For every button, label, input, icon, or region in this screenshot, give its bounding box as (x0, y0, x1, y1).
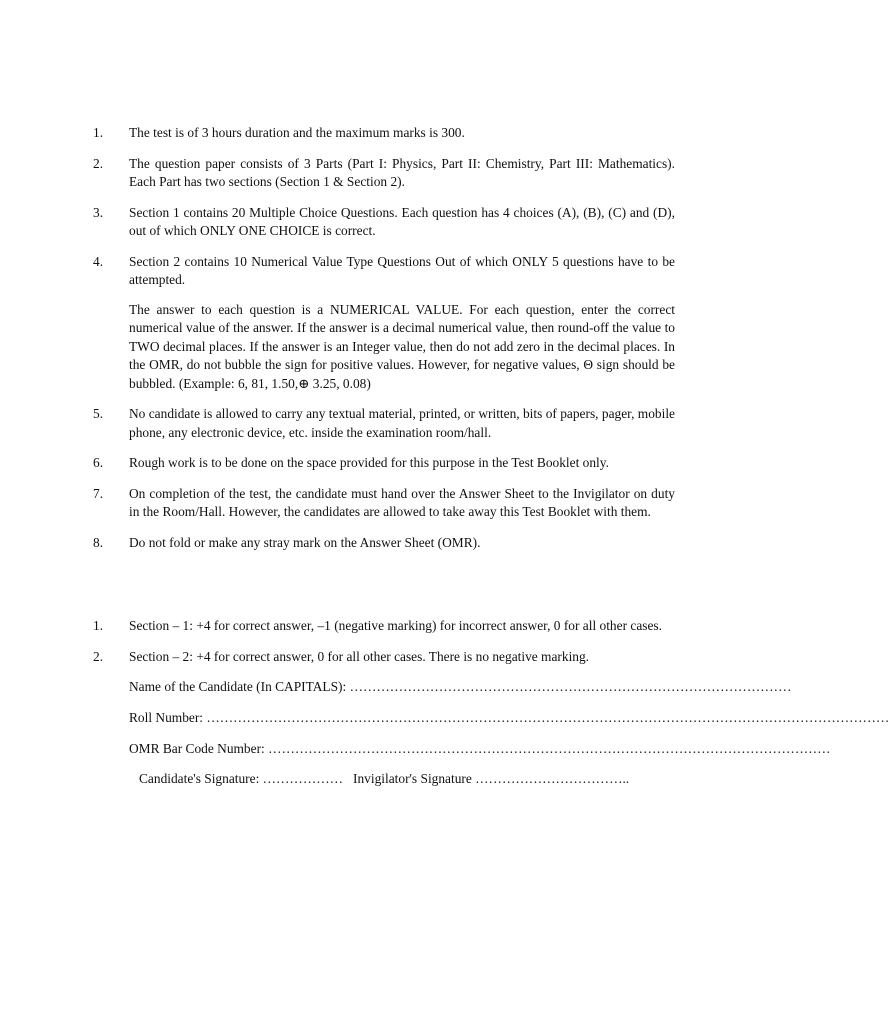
item-text: Section 2 contains 10 Numerical Value Type Questions Out of which ONLY 5 questions have to be attempted. (129, 253, 675, 287)
numerical-value-note: The answer to each question is a NUMERICAL VALUE. For each question, enter the correct numerical value of the answer. If the answer is a decimal numerical value, then round-off the value to TWO decimal places. If the answer is an Integer value, then do not add zero in the decimal places. In the OMR, do not bubble the sign for positive values. However, for negative values, Θ sign should be bubbled. (Example: 6, 81, 1.50,⊕ 3.25, 0.08) (129, 301, 675, 391)
omr-bar-code-field: OMR Bar Code Number: ……………………………………………………………………………………………………………… (129, 740, 831, 756)
signature-row (129, 770, 675, 789)
instruction-item (93, 155, 675, 192)
instruction-item (93, 253, 675, 290)
item-text: Section – 2: +4 for correct answer, 0 for all other cases. There is no negative marking. (129, 648, 590, 664)
item-number: 8. (93, 534, 104, 550)
item-number: 1. (93, 618, 104, 633)
item-number: 2. (93, 648, 104, 664)
instruction-item (93, 485, 675, 522)
instruction-item (93, 124, 675, 143)
item-number: 4. (93, 253, 104, 269)
item-text: On completion of the test, the candidate must hand over the Answer Sheet to the Invigilator on duty in the Room/Hall. However, the candidates are allowed to take away this Test Booklet with them. (129, 485, 675, 519)
instruction-item (93, 454, 675, 473)
marking-item (93, 617, 675, 636)
item-text: Do not fold or make any stray mark on the Answer Sheet (OMR). (129, 534, 481, 550)
item-number: 2. (93, 155, 104, 171)
item-number: 3. (93, 204, 104, 220)
instructions-list (93, 124, 675, 564)
instruction-item (93, 405, 675, 442)
item-number: 1. (93, 125, 104, 140)
marking-item (93, 648, 675, 667)
roll-number-field: Roll Number: ……………………………………………………………………………………………………………………………………… (129, 709, 889, 725)
item-text: Section – 1: +4 for correct answer, –1 (negative marking) for incorrect answer, 0 for all other cases. (129, 618, 662, 633)
candidate-details (129, 678, 889, 789)
marking-scheme-list (93, 617, 889, 801)
item-number: 7. (93, 485, 104, 501)
item-text: The question paper consists of 3 Parts (Part I: Physics, Part II: Chemistry, Part III: Mathematics). Each Part has two sections (Section 1 & Section 2). (129, 155, 675, 189)
invigilator-signature-field: Invigilator's Signature …………………………….. (353, 771, 630, 787)
candidate-signature-field: Candidate's Signature: ……………… (139, 771, 343, 787)
item-text: Rough work is to be done on the space provided for this purpose in the Test Booklet only. (129, 455, 609, 470)
item-number: 6. (93, 455, 104, 470)
instruction-item (93, 534, 675, 553)
candidate-name-field: Name of the Candidate (In CAPITALS): ……………………………………………………………………………………… (129, 679, 792, 694)
item-number: 5. (93, 406, 104, 421)
item-text: The test is of 3 hours duration and the maximum marks is 300. (129, 125, 465, 140)
item-text: No candidate is allowed to carry any textual material, printed, or written, bits of papers, pager, mobile phone, any electronic device, etc. inside the examination room/hall. (129, 406, 675, 440)
instruction-item (93, 204, 675, 241)
item-text: Section 1 contains 20 Multiple Choice Questions. Each question has 4 choices (A), (B), (C) and (D), out of which ONLY ONE CHOICE is correct. (129, 204, 675, 238)
